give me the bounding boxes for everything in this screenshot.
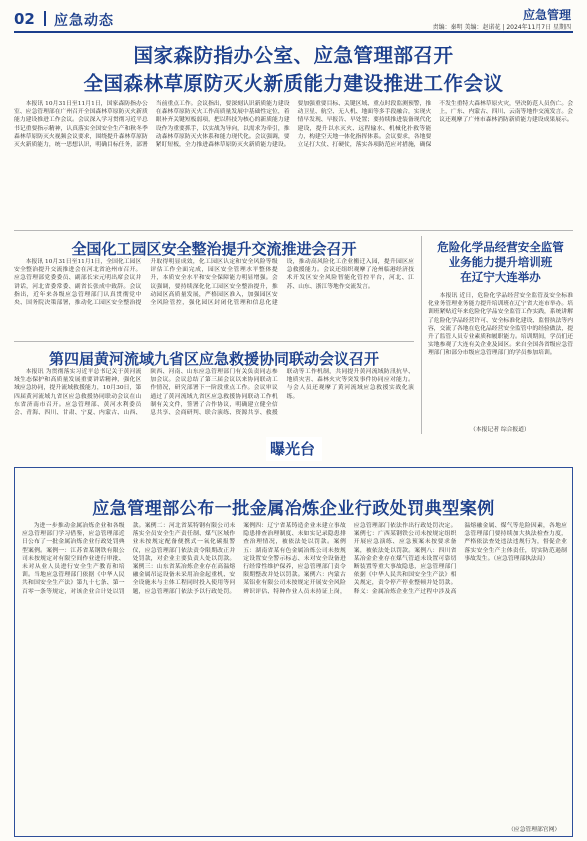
exposure-tag-label: 曝光台 [270, 440, 316, 458]
article3-text: 本报讯 为贯彻落实习近平总书记关于黄河流域生态保护和高质量发展重要讲话精神，强化区域应急协同，提升流域救援能力，10月30日，第四届黄河流域九省区应急救援协同联动会议在山东省济南市召开。应急管理部、黄河水利委员会、青海、四川、甘肃、宁夏、内蒙古、山西、陕西、河南、山东应急管理部门有关负责同志参加会议。会议总结了第三届会议以来协同联动工作情况，研究部署下一阶段重点工作。会议审议通过了黄河流域九省区应急救援协同联动工作机制有关文件，签署了合作协议，明确建立健全信息共享、会商研判、联合演练、资源共享、救援联动等工作机制，共同提升黄河流域防汛抗旱、地质灾害、森林火灾等突发事件协同应对能力。与会人员还观摩了黄河流域应急救援实战化演练。 [14, 369, 414, 417]
editor-date-line: 责编：秦明 美编：赵诺花 | 2024年11月7日 星期四 [432, 24, 571, 31]
lead-headline-line1: 国家森防指办公室、应急管理部召开 [133, 44, 454, 67]
sidebar-body [428, 292, 573, 418]
article2-body [14, 258, 414, 338]
section-name: 应急动态 [54, 13, 114, 29]
exposure-tag [266, 437, 322, 461]
article3-body [14, 368, 414, 434]
sidebar-headline [428, 240, 573, 285]
sidebar-headline-line3: 在辽宁大连举办 [460, 270, 541, 284]
lead-article-text: 本报讯 10月31日至11月1日，国家森防指办公室、应急管理部在广州召开全国森林草原防灭火新质能力建设推进工作会议。会议深入学习贯彻习近平总书记重要指示精神，认真落实全国安全生产和秋冬季森林草原防灭火视频会议要求，围绕提升森林草原防灭火新质能力，统一思想认识，明确目标任务，部署当前重点工作。会议指出，要深刻认识新质能力建设在森林草原防灭火工作高质量发展中基础性定位，着眼补齐关键短板弱项，把以科技为核心的新质能力建设作为重要抓手，以实战为导向，以需求为牵引，推动森林草原防灭火体系和能力现代化。会议强调，要紧盯短板，全力推进森林草原防灭火新质能力建设。要加强重要目标、关键区域、重点时段监测预警，推动卫星、航空、无人机、地面等多手段融合，实现火情早发现、早报告、早处置；要持续推进装备现代化建设，提升以水灭火、远程输水、机械化扑救等能力，构建空天地一体化指挥体系。会议要求，各地要立足打大仗、打硬仗，落实各项防范应对措施，确保不发生重特大森林草原火灾，坚决防范人员伤亡。会上，广东、内蒙古、四川、云南等地作交流发言。会议还观摩了广州市森林消防新质能力建设成果展示。 [14, 101, 573, 149]
page-header [14, 6, 573, 32]
sidebar-divider [421, 236, 422, 434]
header-rule [14, 31, 573, 33]
masthead: 应急管理 [522, 8, 571, 22]
article2-headline: 全国化工园区安全整治提升交流推进会召开 [71, 240, 357, 258]
sidebar-credit: （本报记者 综合报道） [470, 427, 530, 433]
lead-headline-line2: 全国森林草原防灭火新质能力建设推进工作会议 [83, 72, 504, 95]
header-divider [44, 11, 46, 26]
article3-headline: 第四届黄河流域九省区应急救援协同联动会议召开 [48, 350, 379, 368]
page-number: 02 [14, 10, 35, 28]
article2-bottom-rule [14, 341, 414, 342]
lead-bottom-rule [14, 230, 573, 231]
exposure-text: 为进一步推动金属冶炼企业和各级应急管理部门学习借鉴，应急管理部近日公布了一批金属冶炼企业行政处罚典型案例。案例一：江苏省某钢铁有限公司未按规定对有限空间作业进行审批、未对从业人员进行安全生产教育和培训。当地应急管理部门依据《中华人民共和国安全生产法》第九十七条、第一百零一条等规定，对该企业合计处以罚款。案例二：河北省某特钢有限公司未落实全员安全生产责任制、煤气区域作业未按规定配备便携式一氧化碳报警仪，应急管理部门依法责令限期改正并处罚款，对企业主要负责人处以罚款。案例三：山东省某冶炼企业存在高温熔融金属吊运设备未采用冶金起重机、安全设施未与主体工程同时投入使用等问题，应急管理部门依法予以行政处罚。案例四：辽宁省某铸造企业未建立事故隐患排查治理制度、未如实记录隐患排查治理情况，被依法处以罚款。案例五：湖南省某有色金属冶炼公司未按规定设置安全警示标志、未对安全设备进行经常性维护保养，应急管理部门责令限期整改并处以罚款。案例六：内蒙古某铝业有限公司未按规定开展安全风险辨识评估、特种作业人员未持证上岗，应急管理部门依法作出行政处罚决定。案例七：广西某钢铁公司未按规定组织开展应急演练、应急预案未按要求备案，被依法处以罚款。案例八：四川省某冶金企业存在煤气管道未设置可靠切断装置等重大事故隐患，应急管理部门依据《中华人民共和国安全生产法》相关规定，责令停产停业整顿并处罚款。释义：金属冶炼企业生产过程中涉及高温熔融金属、煤气等危险因素，各地应急管理部门要持续加大执法检查力度，严格依法查处违法违规行为，督促企业落实安全生产主体责任，切实防范遏制事故发生。（应急管理部执法局） [22, 523, 567, 595]
article2-text: 本报讯 10月31日至11月1日，全国化工园区安全整治提升交流推进会在河北省沧州市召开。应急管理部党委委员、副部长宋元明出席会议并讲话，河北省委常委、副省长张成中致辞。会议指出，近年来各级应急管理部门认真贯彻党中央、国务院决策部署，推动化工园区安全整治提升取得明显成效，化工园区认定和安全风险等级评估工作全面完成，园区安全管理水平整体提升，本质安全水平和安全保障能力明显增强。会议强调，要持续深化化工园区安全整治提升，推动园区高质量发展，严格园区准入，加强园区安全风险管控，强化园区封闭化管理和信息化建设，推动高风险化工企业搬迁入园，提升园区应急救援能力。会议还组织观摩了沧州临港经济技术开发区安全风险智能化管控平台，河北、江苏、山东、浙江等地作交流发言。 [14, 259, 414, 307]
sidebar-headline-line2: 业务能力提升培训班 [448, 255, 553, 269]
sidebar-headline-line1: 危险化学品经营安全监管 [437, 240, 564, 254]
sidebar-text: 本报讯 近日，危险化学品经营安全监管及安全标准化业务管理业务能力提升培训班在辽宁省大连市举办。培训班紧贴近年来危险化学品安全监管工作实践，系统讲解了危险化学品经营许可、安全标准化建设、监督执法等内容，交流了各地在危化品经营安全监管中的经验做法，提升了监管人员专业素质和履职能力。培训期间，学员们还实地参观了大连有关企业及园区。来自全国各省级应急管理部门和部分市级应急管理部门的学员参加培训。 [428, 293, 573, 357]
lead-article-body [14, 100, 573, 228]
exposure-credit: （应急管理部官网） [508, 827, 561, 833]
exposure-headline: 应急管理部公布一批金属冶炼企业行政处罚典型案例 [92, 499, 495, 519]
exposure-body [22, 522, 567, 822]
